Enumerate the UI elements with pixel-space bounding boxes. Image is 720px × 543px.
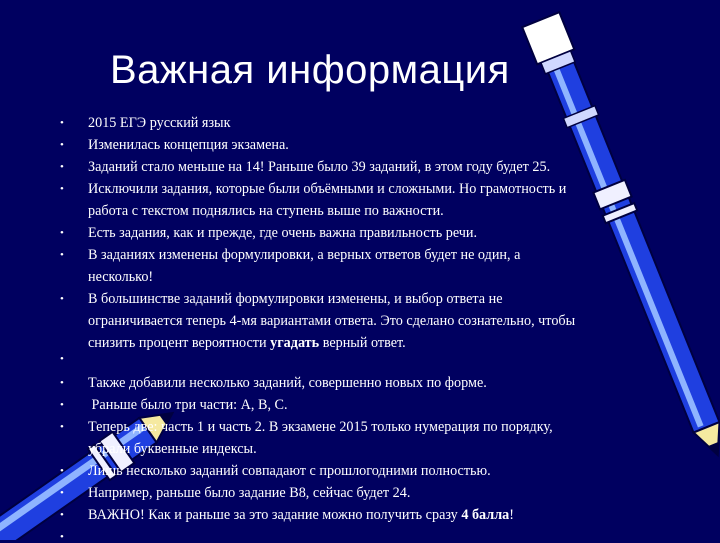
- text-segment: верный ответ.: [322, 335, 406, 351]
- text-segment: ВАЖНО! Как и раньше за это задание можно получить сразу: [88, 507, 458, 523]
- bullet-marker: •: [60, 465, 64, 477]
- bullet-marker: •: [60, 183, 64, 195]
- bullet-text: [88, 504, 653, 526]
- bullet-marker: •: [60, 377, 64, 389]
- bullet-marker: •: [60, 139, 64, 151]
- bullet-marker: •: [60, 161, 64, 173]
- bullet-text: Теперь две: часть 1 и часть 2. В экзамене 2015 только нумерация по порядку,: [88, 419, 553, 435]
- bullet-text: В заданиях изменены формулировки, а верных ответов будет не один, а: [88, 247, 521, 263]
- bold-text: угадать: [270, 335, 320, 351]
- bullet-marker: •: [60, 293, 64, 305]
- bullet-marker: •: [60, 421, 64, 433]
- bullet-text: Изменилась концепция экзамена.: [88, 137, 289, 153]
- slide-title: Важная информация: [110, 48, 510, 92]
- bullet-marker: •: [60, 249, 64, 261]
- bold-text: 4 балла: [461, 507, 510, 523]
- bullet-text: Есть задания, как и прежде, где очень важна правильность речи.: [88, 225, 478, 241]
- text-segment: снизить процент вероятности: [88, 335, 267, 351]
- bullet-text: 2015 ЕГЭ русский язык: [88, 115, 231, 131]
- bullet-text: В большинстве заданий формулировки изменены, и выбор ответа не: [88, 291, 503, 307]
- bullet-marker: •: [60, 117, 64, 129]
- bullet-marker: •: [60, 399, 64, 411]
- bullet-text: Лишь несколько заданий совпадают с прошлогодними полностью.: [88, 463, 491, 479]
- bullet-text-continuation: несколько!: [88, 269, 154, 285]
- bullet-text-continuation: работа с текстом поднялись на ступень выше по важности.: [88, 203, 444, 219]
- text-segment: !: [509, 507, 515, 523]
- bullet-marker: •: [60, 509, 64, 521]
- bullet-marker: •: [60, 353, 64, 365]
- bullet-marker: •: [60, 227, 64, 239]
- bullet-text-continuation: [88, 332, 653, 354]
- bullet-marker: •: [60, 487, 64, 499]
- bullet-text-continuation: ограничивается теперь 4-мя вариантами ответа. Это сделано сознательно, чтобы: [88, 313, 576, 329]
- bullet-text-continuation: убрали буквенные индексы.: [88, 441, 257, 457]
- bullet-text: Например, раньше было задание В8, сейчас будет 24.: [88, 485, 411, 501]
- bullet-text: Также добавили несколько заданий, совершенно новых по форме.: [88, 375, 487, 391]
- bullet-text: Исключили задания, которые были объёмными и сложными. Но грамотность и: [88, 181, 567, 197]
- bullet-text: Раньше было три части: А, В, С.: [88, 397, 288, 413]
- bullet-marker: •: [60, 531, 64, 543]
- bullet-text: Заданий стало меньше на 14! Раньше было 39 заданий, в этом году будет 25.: [88, 159, 551, 175]
